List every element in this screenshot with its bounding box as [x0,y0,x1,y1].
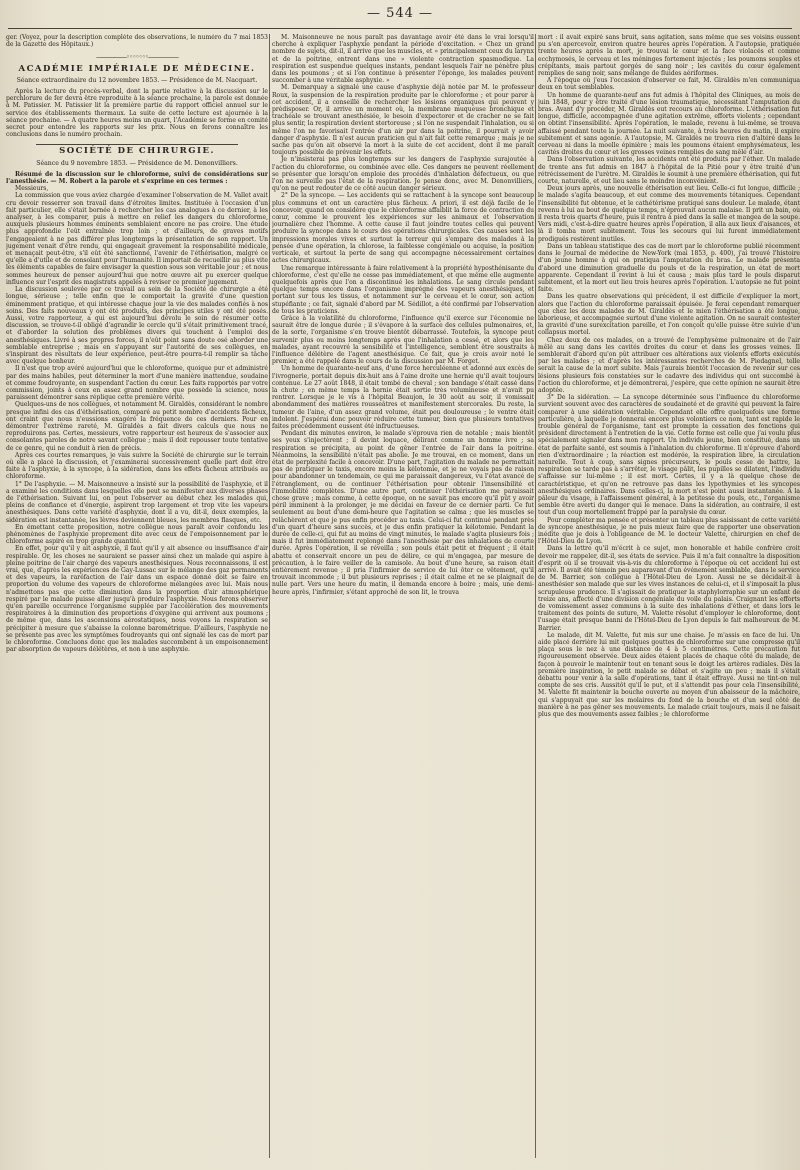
paragraph: Dans les quatre observations qui précèdent, il est difficile d'expliquer la mort, alors que l'action du chloroforme paraissait épuisée. Je ferai cependant remarquer que chez les deux malades de M. Giraldès et le mien l'éthérisation a été longue, laborieuse, et accompagnée surtout d'une violente agitation. On ne saurait contester la gravité d'une surexcitation pareille, et l'on conçoit qu'elle puisse être suivie d'un collapsus mortel. [538,293,800,337]
paragraph: 3° De la sidération. — La syncope déterminée sous l'influence du chloroforme survient souvent avec des caractères de soudaineté et de gravité qui peuvent la faire comparer à une sidération véritable. Cependant elle offre quelquefois une forme particulière, à laquelle je donnerai encore plus volontiers ce nom, tant est rapide le trouble général de l'organisme, tant est prompte la cessation des fonctions qui président directement à l'entretien de la vie. Cette forme est celle que j'ai voulu plus spécialement signaler dans mon rapport. Un individu jeune, bien constitué, dans un état de parfaite santé, est soumis à l'inhalation du chloroforme. Il n'éprouve d'abord rien d'extraordinaire ; la réaction est modérée, la respiration libre, la circulation naturelle. Tout à coup, sans signes précurseurs, le pouls cesse de battre, la respiration se tarde pas à s'arrêter, le visage pâlit, les pupilles se dilatent, l'individu s'affaisse sur lui-même ; il est mort. Certes, il y a là quelque chose de caractéristique, et qu'on ne retrouve pas dans les lypothymies et les syncopes anesthésiques ordinaires. Dans celles-ci, la mort n'est point aussi instantanée. A la pâleur du visage, à l'affaissement général, à la petitesse du pouls, etc., l'organisme semble être averti du danger qui le menace. Dans la sidération, au contraire, il est tout d'un coup mortellement frappé par la paralysie du cœur. [538,394,800,517]
paragraph: Dans l'observation suivante, les accidents ont été produits par l'éther. Un malade de trente ans fut admis en 1847 à l'hôpital de la Pitié pour y être traité d'un rétrécissement de l'urètre. M. Giraldès le soumit à une première éthérisation, qui fut courte, naturelle, et eut lieu sans le moindre inconvénient. [538,156,800,186]
paragraph: mort : il avait expiré sans bruit, sans agitation, sans même que ses voisins eussent pu s'en apercevoir, environ quatre heures après l'opération. A l'autopsie, pratiquée trente heures après la mort, je trouvai le cœur et la face violacés et comme ecchymosés, le cerveau et les méninges fortement injectés ; les poumons souples et crépitants, mais partout gorgés de sang noir ; les cavités du cœur également remplies de sang noir, sans mélange de fluides aériformes. [538,34,800,78]
academy-heading: ACADÉMIE IMPÉRIALE DE MÉDECINE. [18,63,256,74]
academy-meta: Séance extraordinaire du 12 novembre 1853. — Présidence de M. Nacquart. [16,76,258,84]
salutation: Messieurs, [15,185,49,193]
paragraph: Grâce à la volatilité du chloroforme, l'influence qu'il exerce sur l'économie ne saurait être de longue durée ; il s'évapore à la surface des cellules pulmonaires, et, de la sorte, l'organisme s'en trouve bientôt débarrassé. Toutefois, la syncope peut survenir plus ou moins longtemps après que l'inhalation a cessé, et alors que les malades, ayant recouvré la sensibilité et l'intelligence, semblent être soustraits à l'influence délétère de l'agent anesthésique. Ce fait, que je crois avoir noté le premier, a été rappelé dans le cours de la discussion par M. Forget. [272,314,534,366]
paragraph: En effet, pour qu'il y ait asphyxie, il faut qu'il y ait absence ou insuffisance d'air respirable. Or, les choses ne sauraient se passer ainsi chez un malade qui aspire à pleine poitrine de l'air chargé des vapeurs anesthésiques. Nous reconnaissons, il est vrai, que, d'après les expériences de Gay-Lussac sur le mélange des gaz permanents et des vapeurs, la raréfaction de l'air dans un espace donné doit se faire en proportion du volume des vapeurs de chloroforme mélangées avec lui. Mais nous n'admettons pas que cette diminution dans la proportion d'air atmosphérique respiré par le malade puisse aller jusqu'à produire l'asphyxie. Nous ferons observer qu'en pareille occurrence l'organisme supplée par l'accélération des mouvements respiratoires à la diminution des proportions d'oxygène qui arrivent aux poumons ; de même que, dans les ascensions aérostatiques, nous voyons la respiration se précipiter à mesure que s'abaisse la colonne barométrique. D'ailleurs, l'asphyxie ne se présente pas avec les symptômes foudroyants qui ont signalé les cas de mort par le chloroforme. Concluons donc que les malades succombent à un empoisonnement par absorption de vapeurs délétères, et non à une asphyxie. [6,545,268,654]
paragraph: M. Maisonneuve ne nous paraît pas davantage avoir été dans le vrai lorsqu'il cherche à expliquer l'asphyxie pendant la période d'excitation. « Chez un grand nombre de sujets, dit-il, il arrive que les muscles, et » principalement ceux du larynx et de la poitrine, entrent dans une » violente contraction spasmodique. La respiration est suspendue quelques instants, pendant lesquels l'air ne pénètre plus dans les poumons ; et si l'on continue à présenter l'éponge, les malades peuvent succomber à une véritable asphyxie. » [272,34,534,85]
paragraph: Un homme de quarante-neuf ans fut admis à l'hôpital des Cliniques, au mois de juin 1848, pour y être traité d'une lésion traumatique, nécessitant l'amputation du bras. Avant d'y procéder, M. Giraldès eut recours au chloroforme. L'éthérisation fut longue, difficile, accompagnée d'une agitation extrême, efforts violents ; cependant on obtint l'insensibilité. Après l'opération, le malade, revenu à lui-même, se trouva affaissé pendant toute la journée. La nuit suivante, à trois heures du matin, il expire subitement et sans agonie. A l'autopsie, M. Giraldès ne trouva rien d'altéré dans le cerveau ni dans la moelle épinière ; mais les poumons étaient emphysémateux, les cavités droites du cœur et les grosses veines remplies de sang mêlé d'air. [538,91,800,157]
column-3 [538,34,800,1158]
paragraph: Chez deux de ces malades, on a trouvé de l'emphysème pulmonaire et de l'air mêlé au sang dans les cavités droites du cœur et dans les grosses veines. Il semblerait d'abord qu'on pût attribuer ces altérations aux violents efforts exécutés par les malades ; et d'après les intéressantes recherches de M. Piedagnel, telle serait la cause de la mort subite. Mais j'aurais bientôt l'occasion de revenir sur ces lésions plusieurs fois constatées sur le cadavre des individus qui ont succombé à l'action du chloroforme, et je démontrerai, j'espère, que cette opinion ne saurait être adoptée. [538,336,800,394]
society-meta: Séance du 9 novembre 1853. — Présidence de M. Denonvilliers. [36,159,238,167]
paragraph: Deux jours après, une nouvelle éthérisation eut lieu. Celle-ci fut longue, difficile ; le malade s'agita beaucoup, et eut comme des mouvements tétaniques. Cependant l'insensibilité fut obtenue, et le cathétérisme pratiqué sans douleur. Le malade, étant revenu à lui au bout de quelque temps, n'éprouvait aucun malaise. Il prit un bain, où il resta trois quarts d'heure, puis il rentra à pied dans la salle et mangea de la soupe. Vers midi, c'est-à-dire quatre heures après l'opération, il alla aux lieux d'aisances, et là il tomba mort subitement. Tous les secours qui lui furent immédiatement prodigués restèrent inutiles. [538,185,800,243]
ornament-divider: —————◦◦◦◦◦◦◦————— [96,53,178,62]
column-1 [6,34,268,1158]
paragraph: La commission que vous aviez chargée d'examiner l'observation de M. Vallet avait cru devoir resserrer son travail dans d'étroites limites. Instituée à l'occasion d'un fait particulier, elle s'était bornée à rechercher les cas analogues à ce dernier, à les analyser, à les comparer, puis à mettre en relief les dangers du chloroforme, auxquels plusieurs hommes éminents semblaient encore ne pas croire. Une étude plus approfondie l'eût entraînée trop loin ; et d'ailleurs, de graves motifs l'engageaient à ne pas différer plus longtemps la présentation de son rapport. Un jugement venait d'être rendu, qui engageait gravement la responsabilité médicale, et menaçait peut-être, s'il eût été sanctionné, l'avenir de l'éthérisation, malgré ce qu'elle a d'utile et de consolant pour l'humanité. Il importait de recueillir au plus vite les éléments capables de faire envisager la question sous son véritable jour ; et nous sommes heureux de penser aujourd'hui que notre œuvre ait pu exercer quelque influence sur l'esprit des magistrats appelés à reviser ce premier jugement. [6,192,268,286]
paragraph: En émettant cette proposition, notre collègue nous paraît avoir confondu les phénomènes de l'asphyxie proprement dite avec ceux de l'empoisonnement par le chloroforme aspiré en trop grande quantité. [6,523,268,546]
society-heading: SOCIÉTÉ DE CHIRURGIE. [59,146,215,157]
academy-text: Après la lecture du procès-verbal, dont la partie relative à la discussion sur le perchlorure de fer devra être reproduite à la séance prochaine, la parole est donnée à M. Patissier. M. Patissier lit la première partie du rapport officiel annuel sur le service des établissements thermaux. La suite de cette lecture est ajournée à la séance prochaine. — A quatre heures moins un quart, l'Académie se forme en comité secret pour entendre les rapports sur les prix. Nous en ferons connaître les conclusions dans le numéro prochain. [6,88,268,139]
header-rule [8,28,792,29]
paragraph: 2° De la syncope. — Les accidents qui se rattachent à la syncope sont beaucoup plus communs et ont un caractère plus fâcheux. A priori, il est déjà facile de le concevoir, quand on considère que le chloroforme affaiblit la force de contraction du cœur, comme le prouvent les expériences sur les animaux et l'observation journalière chez l'homme. A cette cause il faut joindre toutes celles qui peuvent produire la syncope dans le cours des opérations chirurgicales. Ces causes sont les impressions morales vives et surtout la terreur qui s'empare des malades à la pensée d'une opération, la chlorose, la faiblesse congéniale ou acquise, la position verticale, et surtout la perte de sang qui accompagne nécessairement certaines actes chirurgicaux. [272,192,534,265]
paragraph: Un homme de quarante-neuf ans, d'une force herculéenne et adonné aux excès de l'ivrognerie, portait depuis dix-huit ans à l'aine droite une hernie qu'il avait toujours contenue. Le 27 août 1848, il était tombé de cheval ; son bandage s'était cassé dans la chute ; en même temps la hernie était sortie très volumineuse et n'avait pu rentrer. Lorsque je le vis à l'hôpital Beaujon, le 30 août au soir, il vomissait abondamment des matières rousseâtres et manifestement stercorales. Du reste, la tumeur de l'aine, d'un assez grand volume, était peu douloureuse ; le ventre était indolent. J'espérai donc pouvoir réduire cette tumeur, bien que plusieurs tentatives faites précédemment eussent été infructueuses. [272,365,534,430]
column-divider-2 [535,34,536,1158]
paragraph: La discussion soulevée par ce travail au sein de la Société de chirurgie a été longue, sérieuse ; telle enfin que le comportait la gravité d'une question éminemment pratique, et qui intéresse chaque jour la vie des malades confiés à nos soins. Des faits nouveaux y ont été produits, des principes utiles y ont été posés. Aussi, votre rapporteur, a qui est aujourd'hui dévolu le soin de résumer cette discussion, se trouve-t-il obligé d'agrandir le cercle qu'il s'était primitivement tracé, et d'aborder la solution des problèmes divers qui touchent à l'emploi des anesthésiques. Livré à ses propres forces, il n'eût point sans doute osé aborder une semblable entreprise ; mais en s'appuyant sur l'autorité de ses collègues, en s'inspirant des résultats de leur expérience, peut-être pourra-t-il remplir sa tâche avec quelque bonheur. [6,286,268,366]
paragraph: Pour compléter ma pensée et présenter un tableau plus saisissant de cette variété de syncope anesthésique, je ne puis mieux faire que de rapporter une observation inédite que je dois à l'obligeance de M. le docteur Valette, chirurgien en chef de l'Hôtel-Dieu de Lyon. [538,516,800,546]
paragraph: Le malade, dit M. Valette, fut mis sur une chaise. Je m'assis en face de lui. Un aide placé derrière lui mit quelques gouttes de chloroforme sur une compresse qu'il plaça sous le nez à une distance de 4 à 5 centimètres. Cette précaution fut rigoureusement observée. Deux aides étaient placés de chaque côté du malade, de façon à pouvoir le maintenir tout en tenant sous le doigt les artères radiales. Dès la première inspiration, le petit malade se débat et s'agite un peu ; mais il s'était débattu pour venir à la salle d'opérations, tant il était effrayé. Aussi ne tint-on nul compte de ses cris. Aussitôt qu'il le put, et il s'attendit pas pour cela l'insensibilité, M. Valette fit maintenir la bouche ouverte au moyen d'un abaisseur de la mâchoire, qui s'appuyait que sur les molaires du fond de la bouche et d'un seul côté de manière à ne pas gêner ses mouvements. Le malade criait toujours, mais il ne faisait plus que des mouvements assez faibles ; le chloroforme [538,631,800,719]
paragraph: Une remarque intéressante à faire relativement à la propriété hyposthénisante du chloroforme, c'est qu'elle ne cesse pas immédiatement, et que même elle augmente quelquefois après que l'on a discontinué les inhalations. Le sang circule pendant quelque temps encore dans l'organisme imprégné des vapeurs anesthésiques, et portant sur tous les tissus, et notamment sur le cerveau et le cœur, son action stupéfiante ; ce fait, signalé d'abord par M. Sédillot, a été confirmé par l'observation de tous les praticiens. [272,264,534,315]
paragraph: Dans la lettre qu'il m'écrit à ce sujet, mon honorable et habile confrère croit devoir me rappeler, dit-il, ses états de service. Puis il m'a fait connaître la disposition d'esprit où il se trouvait vis-à-vis du chloroforme à l'époque où cet accident lui est arrivé. Il avait été témoin peu auparavant d'un événement semblable, dans le service de M. Barrier, son collègue à l'Hôtel-Dieu de Lyon. Aussi ne se décidait-il à anesthésier son malade que sur les vives instances de celui-ci, et il s'imposait la plus scrupuleuse prudence. Il s'agissait de pratiquer la staphylorraphie sur un enfant de treize ans, affecté d'une division congéniale du voile du palais. Craignant les efforts de vomissement assez communs à la suite des inhalations d'éther, et dans lors le traitement des points de suture, M. Valette résolut d'employer le chloroforme, dont l'usage était presque banni de l'Hôtel-Dieu de Lyon depuis le fait malheureux de M. Barrier. [538,545,800,632]
paragraph: Je n'insisterai pas plus longtemps sur les dangers de l'asphyxie surajoutée à l'action du chloroforme, ou combinée avec elle. Ces dangers ne peuvent réellement se présenter que lorsqu'on emploie des procédés d'inhalation défectueux, ou que l'on ne surveille pas l'état de la respiration. Je pense donc, avec M. Denonvilliers, qu'on ne peut redouter de ce côté aucun danger sérieux. [272,156,534,193]
paragraph: A l'époque où j'eus l'occasion d'observer ce fait, M. Giraldès m'en communiqua deux en tout semblables. [538,77,800,92]
column-2 [272,34,534,1158]
column-divider-1 [269,34,270,1158]
paragraph: Après ces courtes remarques, je vais suivre la Société de chirurgie sur le terrain où elle a placé la discussion, et j'examinerai successivement quelle part doit être faite à l'asphyxie, à la syncope, à la sidération, dans les effets fâcheux attribués au chloroforme. [6,451,268,481]
paragraph: 1° De l'asphyxie. — M. Maisonneuve a insisté sur la possibilité de l'asphyxie, et il a examiné les conditions dans lesquelles elle peut se manifester aux diverses phases de l'éthérisation. Suivant lui, on peut l'observer au début chez les malades qui, pleins de confiance et d'énergie, aspirent trop largement et trop vite les vapeurs anesthésiques. Dans cette variété d'asphyxie, dont il a vu, dit-il, deux exemples, la sidération est instantanée, les lèvres deviennent bleues, les membres flasques, etc. [6,480,268,524]
paragraph: Quelques-uns de nos collègues, et notamment M. Giraldès, considérant le nombre presque infini des cas d'éthérisation, comparé au petit nombre d'accidents fâcheux, ont craint que nous n'eussions exagéré la fréquence de ces derniers. Pour en démontrer l'extrême rareté, M. Giraldès a fait divers calculs que nous ne reproduirons pas. Certes, messieurs, votre rapporteur est heureux de s'associer aux consolantes paroles de notre savant collègue ; mais il doit repousser toute tentative de ce genre, qui ne conduit à rien de précis. [6,401,268,452]
paragraph: Dans un tableau statistique des cas de mort par le chloroforme publié récemment dans le Journal de médecine de New-York (mai 1853, p. 400), j'ai trouvé l'histoire d'un jeune homme à qui on pratiqua l'amputation du bras. Le malade présenta d'abord une diminution graduelle du pouls et de la respiration, un état de mort apparente. Cependant il revint à lui et causa ; mais plus tard le pouls disparut subitement, et la mort eut lieu trois heures après l'opération. L'autopsie ne fut point faite. [538,242,800,294]
page-number: — 544 — [366,6,434,21]
intro-text: ger. (Voyez, pour la description complète des observations, le numéro du 7 mai 1853 de la Gazette des Hôpitaux.) [6,34,268,49]
paragraph: M. Demarquay a signalé une cause d'asphyxie déjà notée par M. le professeur Roux, la suspension de la respiration produite par le chloroforme ; et pour parer à cet accident, il a conseillé de rechercher les lésions organiques qui peuvent y prédisposer. Or, il arrive un moment où, la membrane muqueuse bronchique et trachéale se trouvant anesthésiée, le besoin d'expectorer et de cracher ne se fait plus sentir, la respiration devient stertoreuse ; si l'on ne suspendait l'inhalation, ou si même l'on ne favorisait l'entrée d'un air pur dans la poitrine, il pourrait y avoir danger d'asphyxie. Il n'est aucun praticien qui n'ait fait cette remarque ; mais je ne sache pas qu'on ait observé la mort à la suite de cet accident, dont il me paraît toujours possible de prévenir les effets. [272,84,534,157]
summary-title: Résumé de la discussion sur le chloroforme, suivi de considérations sur l'anesthésie. — M. Robert a la parole et s'exprime en ces termes : [6,170,268,186]
paragraph: Il n'est que trop avéré aujourd'hui que le chloroforme, quoique pur et administré par des mains habiles, peut déterminer la mort d'une manière inattendue, soudaine et comme foudroyante, en suspendant l'action du cœur. Les faits rapportés par votre commission, joints à ceux en assez grand nombre que possède la science, nous paraissent démontrer sans réplique cette première vérité. [6,365,268,402]
paragraph: Pendant dix minutes environ, le malade s'éprouva rien de notable ; mais bientôt ses yeux s'injectèrent ; il devint loquace, délirant comme un homme ivre ; sa respiration se précipita, au point de gêner l'entrée de l'air dans la poitrine. Néanmoins, la sensibilité n'était pas abolie. Je me trouvai, en ce moment, dans un état de perplexité facile à concevoir. D'une part, l'agitation du malade ne permettait pas de pratiquer le taxis, encore moins la kélotomie, et je ne voyais pas de raison pour abandonner un tendemain, ce qui me paraissait dangereux, vu l'état avancé de l'étranglement, ou de continuer l'éthérisation pour obtenir l'insensibilité et l'immobilité complètes. D'une autre part, continuer l'éthérisation me paraissait chose grave ; mais comme, à cette époque, on ne savait pas encore qu'il pût y avoir péril imminent à la prolonger, je me décidai en faveur de ce dernier parti. Ce fut seulement au bout d'une demi-heure que l'agitation se calma ; que les muscles se relâchèrent et que je pus enfin procéder au taxis. Celui-ci fut continué pendant près d'un quart d'heure sans succès, et je dus enfin pratiquer la kélotomie. Pendant la durée de celle-ci, qui fut au moins de vingt minutes, le malade s'agita plusieurs fois ; mais il fut immédiatement replongé dans l'anesthésie par des inhalations de courte durée. Après l'opération, il se réveilla ; son pouls était petit et fréquent ; il était abattu et conservait encore un peu de délire, ce qui m'engagea, par mesure de précaution, à le faire veiller de la camisole. Au bout d'une heure, sa raison était entièrement revenue ; il pria l'infirmier de service de lui ôter ce vêtement, qu'il trouvait incommode ; il but plusieurs reprises ; il était calme et ne se plaignait de nulle part. Vers une heure du matin, il demanda encore à boire ; mais, une demi-heure après, l'infirmier, s'étant approché de son lit, le trouva [272,430,534,596]
